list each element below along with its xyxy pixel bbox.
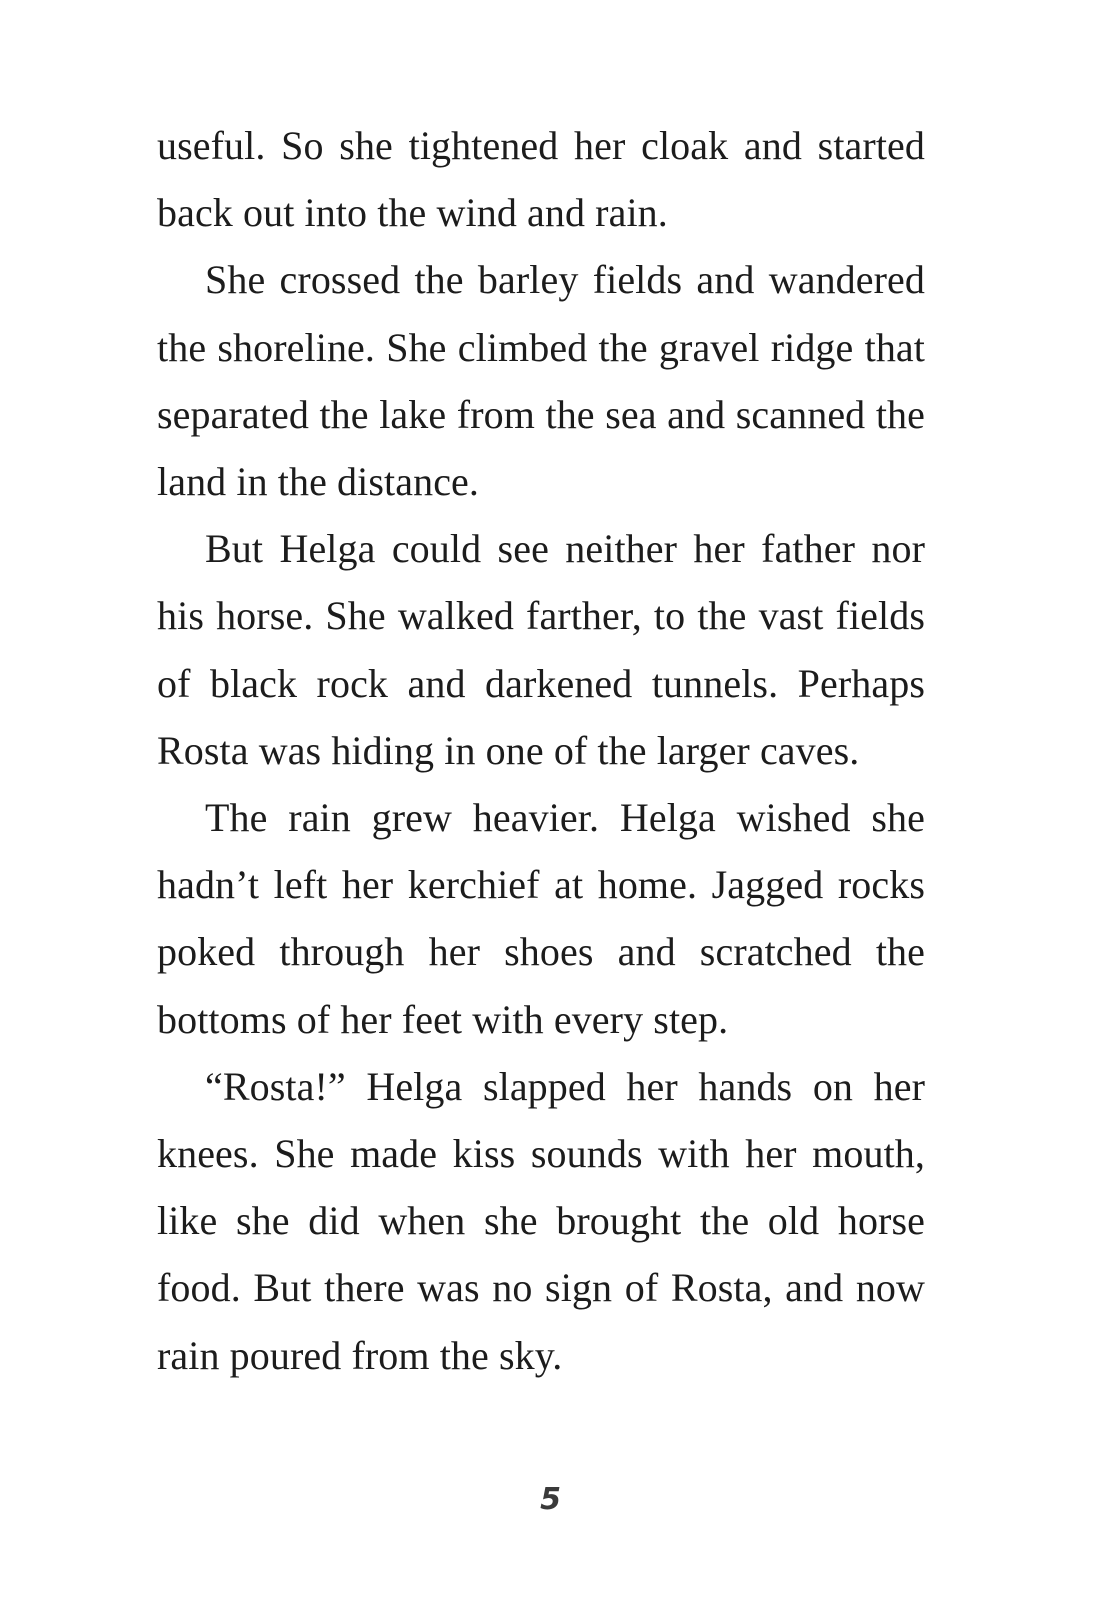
paragraph: The rain grew heavier. Helga wished she hadn’t left her kerchief at home. Jagged rocks poked through her shoes and scratched the bottoms of her feet with every step. — [157, 795, 925, 1042]
page-number: 5 — [540, 1482, 561, 1517]
page-body-text — [157, 112, 925, 1389]
paragraph: She crossed the barley fields and wandered the shoreline. She climbed the gravel ridge that separated the lake from the sea and scanned the land in the distance. — [157, 257, 925, 505]
paragraph-continued: useful. So she tightened her cloak and started back out into the wind and rain. — [157, 123, 925, 236]
paragraph: “Rosta!” Helga slapped her hands on her knees. She made kiss sounds with her mouth, like she did when she brought the old horse food. But there was no sign of Rosta, and now rain poured from the sky. — [157, 1063, 925, 1378]
paragraph: But Helga could see neither her father nor his horse. She walked farther, to the vast fields of black rock and darkened tunnels. Perhaps Rosta was hiding in one of the larger caves. — [157, 526, 925, 773]
